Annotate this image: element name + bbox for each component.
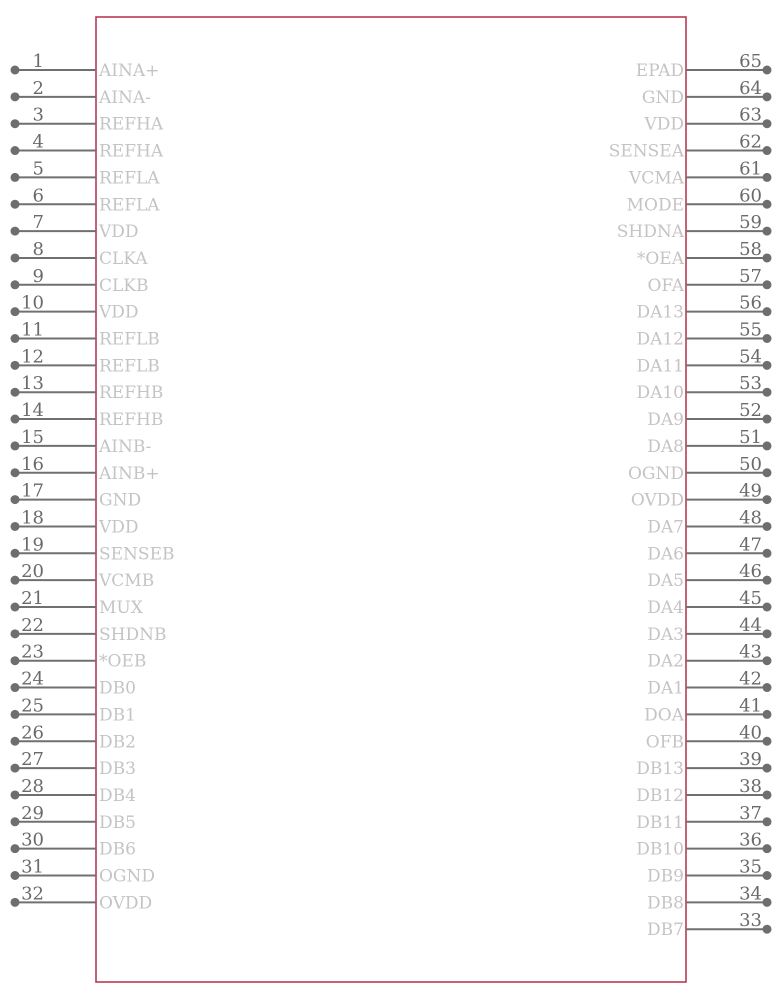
pin-number: 61 (739, 158, 762, 180)
pin-name: DB8 (647, 893, 684, 914)
pin-name: DA13 (636, 302, 684, 323)
pin-row-right (647, 400, 771, 430)
pin-row-right (631, 481, 772, 511)
pin-number: 65 (739, 51, 762, 72)
pin-name: REFLB (99, 356, 160, 377)
pin-row-left (11, 883, 153, 913)
pin-name: SHDNB (99, 624, 167, 645)
pin-name: OGND (99, 866, 156, 887)
pin-number: 33 (739, 910, 762, 932)
pin-number: 64 (739, 77, 762, 99)
pin-number: 4 (32, 131, 44, 153)
pin-endpoint-dot (11, 92, 20, 101)
pin-row-right (647, 669, 771, 699)
pin-endpoint-dot (763, 92, 772, 101)
pin-name: SENSEB (99, 544, 175, 565)
pin-row-right (636, 749, 771, 779)
pin-number: 9 (32, 265, 44, 287)
pin-number: 34 (739, 883, 762, 905)
pin-name: DA8 (647, 436, 684, 457)
pin-name: SENSEA (608, 141, 684, 162)
pin-number: 10 (21, 292, 44, 314)
pin-row-right (636, 776, 771, 806)
pin-number: 25 (21, 695, 44, 717)
pin-name: DB5 (99, 812, 136, 833)
pin-endpoint-dot (763, 549, 772, 558)
pin-number: 58 (739, 238, 762, 260)
pin-row-left (11, 857, 156, 887)
pin-endpoint-dot (763, 871, 772, 880)
pin-endpoint-dot (763, 388, 772, 397)
pin-endpoint-dot (763, 925, 772, 934)
pin-number: 51 (739, 426, 762, 448)
pin-name: REFLB (99, 329, 160, 350)
pin-endpoint-dot (763, 898, 772, 907)
pin-name: DA7 (647, 517, 684, 538)
pin-number: 29 (21, 802, 44, 824)
pin-number: 1 (32, 51, 44, 72)
pin-row-right (636, 51, 772, 81)
pin-endpoint-dot (11, 790, 20, 799)
pin-name: EPAD (635, 61, 684, 81)
pin-number: 8 (32, 238, 44, 260)
pin-endpoint-dot (763, 629, 772, 638)
pin-row-right (647, 427, 771, 457)
pin-number: 38 (739, 775, 762, 797)
pin-name: OGND (627, 463, 684, 484)
pin-endpoint-dot (763, 253, 772, 262)
pin-row-left (11, 776, 136, 806)
left-pin-column (11, 51, 175, 913)
pin-name: VCMB (99, 571, 155, 592)
pin-name: DB12 (636, 785, 684, 806)
pin-name: MUX (99, 598, 143, 618)
pin-number: 2 (32, 77, 44, 99)
pin-name: DA11 (636, 356, 684, 377)
pin-number: 16 (21, 453, 44, 475)
pin-name: DA12 (636, 329, 684, 350)
pin-row-right (647, 561, 771, 591)
pin-row-left (11, 830, 136, 860)
ic-body-outline (96, 17, 686, 982)
pin-endpoint-dot (763, 280, 772, 289)
pin-endpoint-dot (11, 656, 20, 665)
pin-endpoint-dot (11, 307, 20, 316)
pin-endpoint-dot (11, 227, 20, 236)
pin-row-left (11, 400, 164, 430)
pin-row-left (11, 158, 161, 188)
pin-row-right (617, 212, 772, 242)
pin-name: DB6 (99, 839, 136, 860)
pin-name: AINB- (99, 436, 152, 457)
pin-endpoint-dot (11, 522, 20, 531)
pin-name: DB2 (99, 732, 136, 753)
pin-number: 11 (21, 319, 44, 341)
pin-number: 20 (21, 561, 44, 583)
pin-number: 23 (21, 641, 44, 663)
pin-name: DOA (644, 705, 684, 726)
pin-endpoint-dot (11, 576, 20, 585)
pin-row-right (647, 507, 771, 537)
pin-number: 48 (739, 507, 762, 529)
pin-name: AINA- (99, 87, 151, 108)
pin-row-left (11, 132, 164, 162)
pin-row-right (647, 266, 771, 296)
pin-row-left (11, 507, 139, 537)
pin-name: DA5 (647, 571, 684, 592)
pin-name: AINA+ (99, 61, 160, 81)
pin-row-right (636, 803, 771, 833)
pin-name: VDD (644, 114, 684, 135)
pin-row-left (11, 534, 175, 564)
pin-name: CLKA (99, 248, 148, 269)
pin-row-right (647, 534, 771, 564)
pin-name: DA1 (647, 678, 684, 699)
pin-name: GND (99, 490, 142, 511)
pin-row-left (11, 373, 164, 403)
pin-number: 50 (739, 453, 762, 475)
pin-endpoint-dot (11, 361, 20, 370)
pin-row-right (647, 883, 771, 913)
pin-number: 41 (739, 695, 762, 717)
pin-name: CLKB (99, 275, 149, 296)
pin-row-right (636, 830, 771, 860)
pin-number: 44 (739, 614, 762, 636)
pin-endpoint-dot (763, 737, 772, 746)
pin-endpoint-dot (763, 656, 772, 665)
pin-number: 56 (739, 292, 762, 314)
pin-name: SHDNA (616, 222, 684, 243)
pin-endpoint-dot (763, 66, 772, 75)
pin-endpoint-dot (763, 683, 772, 692)
pin-endpoint-dot (763, 468, 772, 477)
pin-endpoint-dot (11, 495, 20, 504)
pin-endpoint-dot (11, 119, 20, 128)
pin-name: OVDD (99, 893, 153, 914)
pin-row-right (647, 615, 771, 645)
pin-row-right (647, 642, 771, 672)
pin-row-right (647, 588, 771, 618)
pin-endpoint-dot (763, 603, 772, 612)
pin-name: OFA (647, 275, 684, 296)
pin-row-right (636, 346, 771, 376)
pin-number: 45 (739, 588, 762, 609)
pin-number: 54 (739, 346, 762, 368)
pin-name: *OEA (636, 248, 684, 269)
pin-name: DB0 (99, 678, 136, 699)
pin-number: 3 (32, 104, 44, 126)
pin-name: DA9 (647, 410, 684, 431)
pin-number: 31 (21, 856, 44, 878)
pin-row-left (11, 105, 164, 135)
pin-row-left (11, 749, 136, 779)
pin-name: DB3 (99, 759, 136, 780)
pin-name: REFHA (99, 141, 164, 162)
pin-number: 47 (739, 534, 762, 556)
pin-row-left (11, 642, 147, 672)
right-pin-column (609, 51, 772, 940)
pin-endpoint-dot (11, 898, 20, 907)
pin-row-left (11, 561, 155, 591)
pin-row-left (11, 346, 160, 376)
pin-row-left (11, 185, 161, 215)
pin-number: 53 (739, 373, 762, 395)
pin-row-left (11, 212, 139, 242)
pin-row-right (636, 320, 771, 350)
pin-name: *OEB (99, 651, 147, 672)
pin-row-left (11, 803, 136, 833)
pin-name: DB4 (99, 785, 136, 806)
pin-row-right (609, 132, 772, 162)
pin-endpoint-dot (11, 683, 20, 692)
pin-number: 30 (21, 829, 44, 851)
pin-name: DB9 (647, 866, 684, 887)
pin-name: VDD (99, 302, 139, 323)
pin-name: DB11 (636, 812, 684, 833)
pin-endpoint-dot (763, 334, 772, 343)
pin-number: 37 (739, 802, 762, 824)
pin-row-left (11, 669, 136, 699)
pin-number: 28 (21, 775, 44, 797)
pin-row-right (644, 695, 771, 725)
pin-row-right (643, 105, 771, 135)
pin-number: 24 (21, 668, 44, 690)
pin-row-right (647, 910, 771, 940)
pin-endpoint-dot (11, 146, 20, 155)
pin-endpoint-dot (11, 173, 20, 182)
pin-name: DA4 (647, 598, 684, 618)
pin-endpoint-dot (11, 549, 20, 558)
pin-row-left (11, 615, 167, 645)
pin-endpoint-dot (763, 495, 772, 504)
pin-number: 17 (21, 480, 44, 502)
pin-endpoint-dot (763, 227, 772, 236)
pin-endpoint-dot (763, 522, 772, 531)
pin-endpoint-dot (763, 415, 772, 424)
pin-endpoint-dot (763, 307, 772, 316)
pin-number: 59 (739, 212, 762, 234)
pin-row-left (11, 293, 139, 323)
pin-name: DB10 (636, 839, 684, 860)
pin-number: 22 (21, 614, 44, 636)
pin-endpoint-dot (11, 629, 20, 638)
pin-row-left (11, 454, 160, 484)
pin-number: 21 (21, 588, 44, 609)
pin-number: 15 (21, 426, 44, 448)
pin-name: DA3 (647, 624, 684, 645)
pin-endpoint-dot (11, 334, 20, 343)
pin-number: 18 (21, 507, 44, 529)
pin-endpoint-dot (11, 603, 20, 612)
pin-name: AINB+ (99, 463, 160, 484)
pin-number: 52 (739, 400, 762, 422)
pin-name: OVDD (630, 490, 684, 511)
pin-name: DA2 (647, 651, 684, 672)
pin-number: 13 (21, 373, 44, 395)
pin-number: 27 (21, 749, 44, 771)
pin-row-right (637, 239, 772, 269)
pin-endpoint-dot (11, 764, 20, 773)
pin-row-right (647, 857, 771, 887)
pin-endpoint-dot (763, 710, 772, 719)
pin-row-right (628, 454, 772, 484)
pin-number: 62 (739, 131, 762, 153)
pin-row-right (642, 78, 772, 108)
pin-number: 55 (739, 319, 762, 341)
pin-row-left (11, 695, 136, 725)
pin-row-right (628, 158, 771, 188)
pin-row-right (646, 722, 772, 752)
pin-endpoint-dot (11, 844, 20, 853)
pin-endpoint-dot (763, 361, 772, 370)
pin-endpoint-dot (763, 817, 772, 826)
pin-name: VDD (99, 222, 139, 243)
pin-row-left (11, 78, 151, 108)
pin-endpoint-dot (11, 388, 20, 397)
pin-number: 6 (32, 185, 44, 207)
pin-number: 42 (739, 668, 762, 690)
pin-number: 12 (21, 346, 44, 368)
pin-number: 7 (32, 212, 44, 234)
pin-row-left (11, 51, 160, 81)
pin-number: 5 (32, 158, 44, 180)
pin-endpoint-dot (11, 817, 20, 826)
pin-endpoint-dot (11, 66, 20, 75)
pin-row-left (11, 266, 149, 296)
pin-number: 57 (739, 265, 762, 287)
pin-endpoint-dot (11, 737, 20, 746)
pin-name: GND (641, 87, 684, 108)
pin-endpoint-dot (763, 146, 772, 155)
pin-name: DA10 (636, 383, 684, 404)
pin-endpoint-dot (11, 441, 20, 450)
pin-row-left (11, 239, 149, 269)
pin-number: 63 (739, 104, 762, 126)
pin-endpoint-dot (11, 415, 20, 424)
pin-name: DB1 (99, 705, 136, 726)
pin-endpoint-dot (763, 764, 772, 773)
pin-name: REFLA (99, 195, 160, 216)
pin-number: 19 (21, 534, 44, 556)
pin-row-right (636, 293, 771, 323)
pin-name: DB7 (647, 920, 684, 941)
pin-endpoint-dot (11, 200, 20, 209)
pin-number: 26 (21, 722, 44, 744)
pin-name: MODE (626, 195, 684, 216)
pin-number: 36 (739, 829, 762, 851)
pin-name: OFB (645, 732, 684, 753)
pin-endpoint-dot (11, 710, 20, 719)
pin-row-left (11, 588, 144, 618)
pin-row-left (11, 427, 152, 457)
pin-row-left (11, 320, 160, 350)
pin-name: REFLA (99, 168, 160, 189)
pin-endpoint-dot (763, 200, 772, 209)
pin-endpoint-dot (11, 280, 20, 289)
pin-number: 49 (739, 480, 762, 502)
pin-number: 43 (739, 641, 762, 663)
pin-name: REFHB (99, 410, 164, 431)
pin-number: 39 (739, 749, 762, 771)
pin-endpoint-dot (11, 253, 20, 262)
pin-name: REFHB (99, 383, 164, 404)
pin-endpoint-dot (763, 844, 772, 853)
pin-row-right (636, 373, 771, 403)
pin-row-left (11, 481, 142, 511)
pin-name: DA6 (647, 544, 684, 565)
pin-number: 35 (739, 856, 762, 878)
pin-name: REFHA (99, 114, 164, 135)
pin-row-left (11, 722, 136, 752)
pin-endpoint-dot (763, 441, 772, 450)
pin-endpoint-dot (763, 119, 772, 128)
pin-number: 46 (739, 561, 762, 583)
pin-endpoint-dot (11, 468, 20, 477)
pin-number: 40 (739, 722, 762, 744)
pin-name: DB13 (636, 759, 684, 780)
pin-name: VDD (99, 517, 139, 538)
pin-endpoint-dot (763, 576, 772, 585)
pin-number: 60 (739, 185, 762, 207)
pin-number: 14 (21, 400, 44, 422)
pin-number: 32 (21, 883, 44, 905)
pin-name: VCMA (629, 168, 684, 189)
pin-endpoint-dot (11, 871, 20, 880)
pin-endpoint-dot (763, 790, 772, 799)
pin-row-right (627, 185, 772, 215)
pin-endpoint-dot (763, 173, 772, 182)
